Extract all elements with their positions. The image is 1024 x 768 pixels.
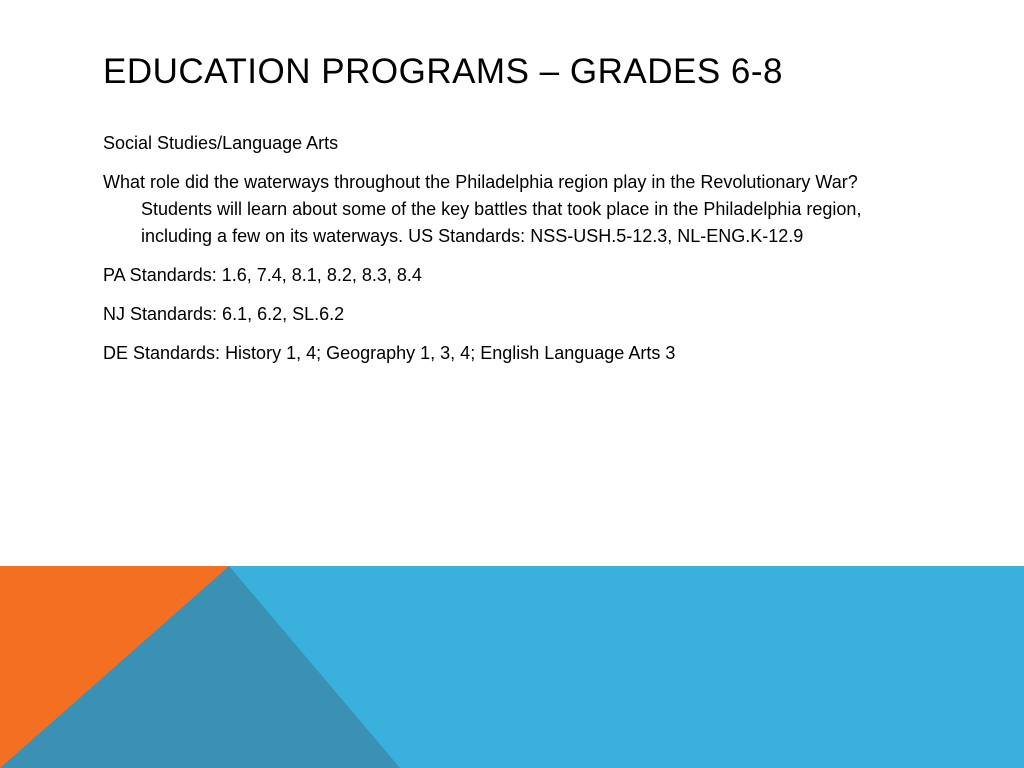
pa-standards: PA Standards: 1.6, 7.4, 8.1, 8.2, 8.3, 8.4 (103, 265, 422, 285)
slide-body (103, 130, 923, 379)
decorative-footer-band (0, 566, 1024, 768)
program-description: What role did the waterways throughout the Philadelphia region play in the Revolutionary War? Students will learn about some of the key battles that took place in the Philadelphia region, including a few on its waterways. US Standards: NSS-USH.5-12.3, NL-ENG.K-12.9 (103, 172, 862, 246)
slide-title: EDUCATION PROGRAMS – GRADES 6-8 (103, 52, 783, 91)
subject-line: Social Studies/Language Arts (103, 133, 339, 153)
nj-standards: NJ Standards: 6.1, 6.2, SL.6.2 (103, 304, 345, 324)
de-standards: DE Standards: History 1, 4; Geography 1, 3, 4; English Language Arts 3 (103, 343, 676, 363)
